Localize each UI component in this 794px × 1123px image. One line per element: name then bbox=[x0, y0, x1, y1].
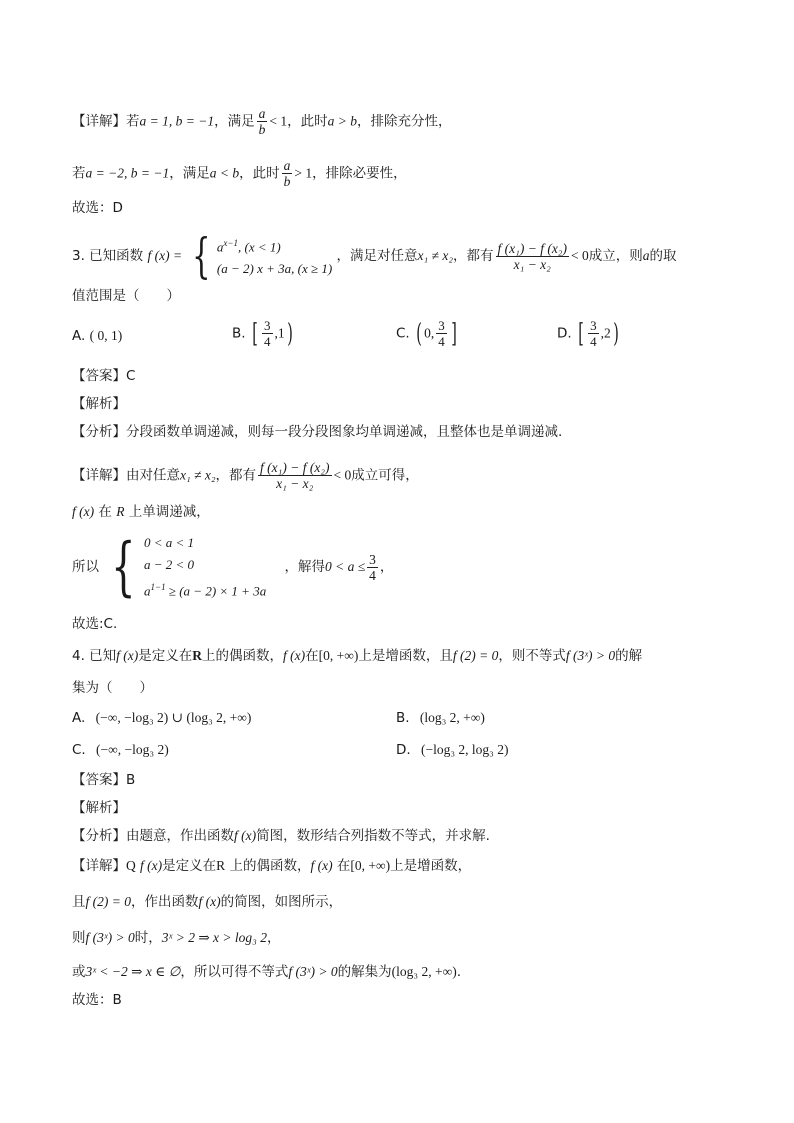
math-expr: ≥ (a − 2) × 1 + 3a bbox=[165, 583, 267, 599]
option-d[interactable] bbox=[557, 318, 621, 349]
option-label: C. bbox=[396, 325, 410, 342]
frac-numerator: 3 bbox=[438, 318, 445, 333]
frac-numerator: f (x₁) − f (x₂) bbox=[260, 460, 330, 475]
fraction bbox=[588, 318, 599, 349]
detail-label: 【详解】 bbox=[72, 467, 126, 484]
frac-numerator: 3 bbox=[590, 318, 597, 333]
answer-label: 【答案】 bbox=[72, 368, 126, 384]
option-a[interactable] bbox=[72, 326, 122, 346]
choice-q2: 故选：D bbox=[72, 200, 123, 216]
detail-label: 【详解】 bbox=[72, 113, 126, 130]
text: 上单调递减， bbox=[124, 504, 210, 520]
inequality-system bbox=[103, 530, 267, 605]
frac-numerator: f (x₁) − f (x₂) bbox=[497, 240, 567, 256]
text: 上是增函数， bbox=[390, 858, 472, 874]
frac-denominator: x₁ − x₂ bbox=[276, 476, 314, 491]
math-expr: f (3ˣ) > 0 bbox=[565, 648, 616, 663]
math-expr: a bbox=[642, 248, 650, 264]
text: ，都有 bbox=[215, 467, 257, 484]
text: 简图，数形结合列指数不等式，并求解. bbox=[256, 828, 490, 844]
option-label: A. bbox=[72, 710, 86, 726]
math-expr: f (x) bbox=[283, 648, 306, 663]
math-expr: [0, +∞) bbox=[318, 648, 359, 663]
math-expr: a = −2, b = −1 bbox=[85, 165, 170, 181]
q4-detail-line3 bbox=[72, 928, 280, 948]
math-expr: x₁ ≠ x₂ bbox=[180, 467, 216, 483]
text: 上是增函数，且 bbox=[358, 648, 453, 664]
right-paren-icon: ) bbox=[286, 318, 293, 349]
q3-detail-line2 bbox=[72, 502, 210, 522]
math-expr: f (x) bbox=[198, 894, 221, 909]
math-expr: a bbox=[144, 583, 151, 599]
text: 由对任意 bbox=[126, 467, 180, 484]
fraction bbox=[258, 460, 331, 491]
q3-choice: 故选:C. bbox=[72, 616, 118, 632]
math-expr: f (3ˣ) > 0 bbox=[288, 964, 338, 979]
text: ，满足 bbox=[169, 165, 210, 182]
text: 的简图，如图所示， bbox=[220, 894, 343, 910]
text: ，解得 bbox=[284, 559, 326, 576]
text: ，所以可得不等式 bbox=[180, 964, 289, 980]
text: 若 bbox=[72, 165, 86, 182]
left-brace-icon: { bbox=[192, 228, 211, 285]
text: 若 bbox=[126, 113, 140, 130]
text: 在 bbox=[332, 858, 351, 874]
left-brace-icon: { bbox=[111, 530, 136, 605]
fraction bbox=[262, 318, 273, 349]
text: 是定义在 bbox=[162, 858, 217, 874]
math-expr: 3ˣ < −2 ⇒ x ∈ ∅ bbox=[85, 964, 181, 979]
q4-stem-line2: 集为（ ） bbox=[72, 680, 153, 696]
text: ，排除必要性， bbox=[312, 165, 407, 182]
math-expr: f (x) bbox=[234, 828, 257, 843]
fraction bbox=[282, 158, 293, 189]
option-label: D. bbox=[396, 742, 411, 758]
frac-numerator: a bbox=[258, 106, 266, 121]
math-expr: < 0 bbox=[333, 467, 352, 483]
text: ， bbox=[379, 559, 394, 576]
option-text: 0, bbox=[424, 325, 435, 341]
frac-numerator: a bbox=[283, 158, 291, 173]
option-b[interactable] bbox=[396, 708, 485, 728]
fenxi-label: 【分析】 bbox=[72, 424, 126, 440]
option-text: ,1 bbox=[274, 325, 285, 341]
option-text: ,2 bbox=[600, 325, 611, 341]
fenxi-label: 【分析】 bbox=[72, 828, 126, 844]
math-expr: > 1 bbox=[294, 165, 313, 181]
q3-analysis-label: 【解析】 bbox=[72, 396, 126, 412]
option-text: (−∞, −log₃ 2) bbox=[96, 742, 169, 757]
left-bracket-icon: [ bbox=[252, 318, 258, 349]
q4-detail-line4 bbox=[72, 962, 461, 982]
option-label: C. bbox=[72, 742, 86, 758]
option-text: (−log₃ 2, log₃ 2) bbox=[420, 742, 509, 757]
q4-answer bbox=[72, 770, 135, 790]
math-expr: [0, +∞) bbox=[350, 858, 391, 873]
text: 所以 bbox=[72, 559, 99, 576]
q3-answer bbox=[72, 366, 135, 386]
text: 或 bbox=[72, 964, 86, 980]
detail-line-1 bbox=[72, 106, 451, 137]
text: ，此时 bbox=[239, 165, 280, 182]
math-expr: a − 2 < 0 bbox=[144, 557, 195, 572]
option-label: D. bbox=[557, 325, 572, 342]
text: ，满足 bbox=[214, 113, 255, 130]
math-expr: f (x) = bbox=[147, 248, 183, 264]
option-text: (−∞, −log₃ 2) ∪ (log₃ 2, +∞) bbox=[95, 710, 252, 725]
fenxi-text: 分段函数单调递减，则每一段分段图象均单调递减，且整体也是单调递减. bbox=[126, 424, 563, 440]
math-expr: R bbox=[216, 858, 226, 873]
text: . bbox=[456, 964, 461, 980]
text: ， bbox=[266, 930, 281, 946]
math-expr: (log₃ 2, +∞) bbox=[391, 964, 457, 979]
math-expr: x₁ ≠ x₂ bbox=[417, 248, 454, 264]
math-expr: f (x) bbox=[72, 504, 95, 519]
option-c[interactable] bbox=[72, 740, 169, 760]
math-expr: f (x) bbox=[116, 648, 139, 663]
exponent: x−1 bbox=[223, 238, 238, 248]
math-expr: < 1 bbox=[269, 113, 288, 129]
text: 的解 bbox=[615, 648, 643, 664]
answer-value: B bbox=[126, 772, 136, 788]
text: 是定义在 bbox=[138, 648, 193, 664]
math-expr: a = 1, b = −1 bbox=[139, 113, 215, 129]
q4-stem-line1 bbox=[72, 646, 642, 666]
answer-value: C bbox=[126, 368, 136, 384]
text: ，满足对任意 bbox=[336, 248, 418, 265]
q3-stem-line1 bbox=[72, 228, 677, 285]
math-expr: < 0 bbox=[571, 248, 589, 264]
option-label: A. bbox=[72, 328, 86, 344]
text: 上的偶函数， bbox=[225, 858, 311, 874]
q3-detail-line1 bbox=[72, 460, 419, 491]
text: ，都有 bbox=[453, 248, 494, 265]
text: 在 bbox=[305, 648, 319, 664]
question-number: 3. 已知函数 bbox=[72, 248, 144, 265]
text: ，作出函数 bbox=[130, 894, 199, 910]
fraction bbox=[367, 552, 378, 583]
fraction bbox=[496, 241, 569, 272]
frac-denominator: b bbox=[283, 174, 291, 189]
q4-fenxi bbox=[72, 826, 490, 846]
text: ，则不等式 bbox=[498, 648, 566, 664]
right-bracket-icon: ] bbox=[451, 318, 457, 349]
frac-denominator: 4 bbox=[369, 567, 376, 583]
frac-denominator: b bbox=[258, 122, 266, 137]
right-paren-icon: ) bbox=[613, 318, 619, 349]
math-expr: 3ˣ > 2 ⇒ x > log₃ 2 bbox=[161, 930, 267, 945]
detail-line-2 bbox=[72, 158, 407, 189]
frac-numerator: 3 bbox=[369, 551, 376, 567]
option-label: B. bbox=[396, 710, 410, 726]
math-expr: (a − 2) x + 3a, (x ≥ 1) bbox=[216, 261, 333, 277]
text: 由题意，作出函数 bbox=[126, 828, 234, 844]
frac-denominator: x₁ − x₂ bbox=[513, 256, 551, 272]
text: ，此时 bbox=[287, 113, 328, 130]
math-expr: f (2) = 0 bbox=[452, 648, 499, 663]
q4-choice: 故选：B bbox=[72, 992, 122, 1008]
q4-analysis-label: 【解析】 bbox=[72, 800, 126, 816]
answer-label: 【答案】 bbox=[72, 772, 126, 788]
math-expr: 0 < a < 1 bbox=[144, 535, 195, 550]
piecewise-function bbox=[186, 228, 333, 285]
math-expr: R bbox=[192, 648, 203, 663]
math-expr: a < b bbox=[209, 165, 240, 181]
detail-label: 【详解】 bbox=[72, 858, 126, 874]
math-expr: f (2) = 0 bbox=[85, 894, 131, 909]
math-expr: f (3ˣ) > 0 bbox=[85, 930, 135, 945]
math-expr: f (x) bbox=[310, 858, 333, 873]
option-text: (log₃ 2, +∞) bbox=[419, 710, 485, 725]
math-expr: a bbox=[216, 239, 224, 255]
text: 成立，则 bbox=[588, 248, 643, 265]
fraction bbox=[436, 318, 447, 349]
fraction bbox=[257, 106, 268, 137]
left-paren-icon: ( bbox=[416, 318, 422, 349]
text: ，排除充分性， bbox=[356, 113, 452, 130]
frac-denominator: 4 bbox=[438, 334, 445, 349]
text: 上的偶函数， bbox=[202, 648, 284, 664]
math-expr: 0 < a ≤ bbox=[325, 559, 366, 575]
question-number: 4. 已知 bbox=[72, 648, 117, 664]
left-bracket-icon: [ bbox=[578, 318, 584, 349]
q3-fenxi bbox=[72, 422, 562, 442]
text: 则 bbox=[72, 930, 86, 946]
frac-numerator: 3 bbox=[264, 318, 271, 333]
frac-denominator: 4 bbox=[590, 334, 597, 349]
q4-detail-line1 bbox=[72, 856, 471, 876]
math-expr: R bbox=[116, 504, 125, 519]
math-expr: f (x) bbox=[140, 858, 163, 873]
q4-detail-line2 bbox=[72, 892, 342, 912]
text: 成立可得， bbox=[351, 467, 419, 484]
option-c[interactable] bbox=[396, 318, 459, 349]
math-expr: , (x < 1) bbox=[237, 239, 281, 255]
exponent: 1−1 bbox=[150, 582, 166, 592]
option-b[interactable] bbox=[232, 318, 295, 349]
q3-detail-system bbox=[72, 530, 394, 605]
because-symbol: Q bbox=[126, 858, 136, 873]
text: 的解集为 bbox=[337, 964, 392, 980]
option-text: ( 0, 1) bbox=[89, 328, 123, 343]
text: 且 bbox=[72, 894, 86, 910]
option-d[interactable] bbox=[396, 740, 509, 760]
text: 时， bbox=[134, 930, 162, 946]
text: 的取 bbox=[649, 248, 677, 265]
math-expr: a > b bbox=[327, 113, 357, 129]
option-label: B. bbox=[232, 325, 246, 342]
option-a[interactable] bbox=[72, 708, 251, 728]
frac-denominator: 4 bbox=[264, 334, 271, 349]
q3-stem-line2: 值范围是（ ） bbox=[72, 288, 180, 304]
text: 在 bbox=[94, 504, 117, 520]
